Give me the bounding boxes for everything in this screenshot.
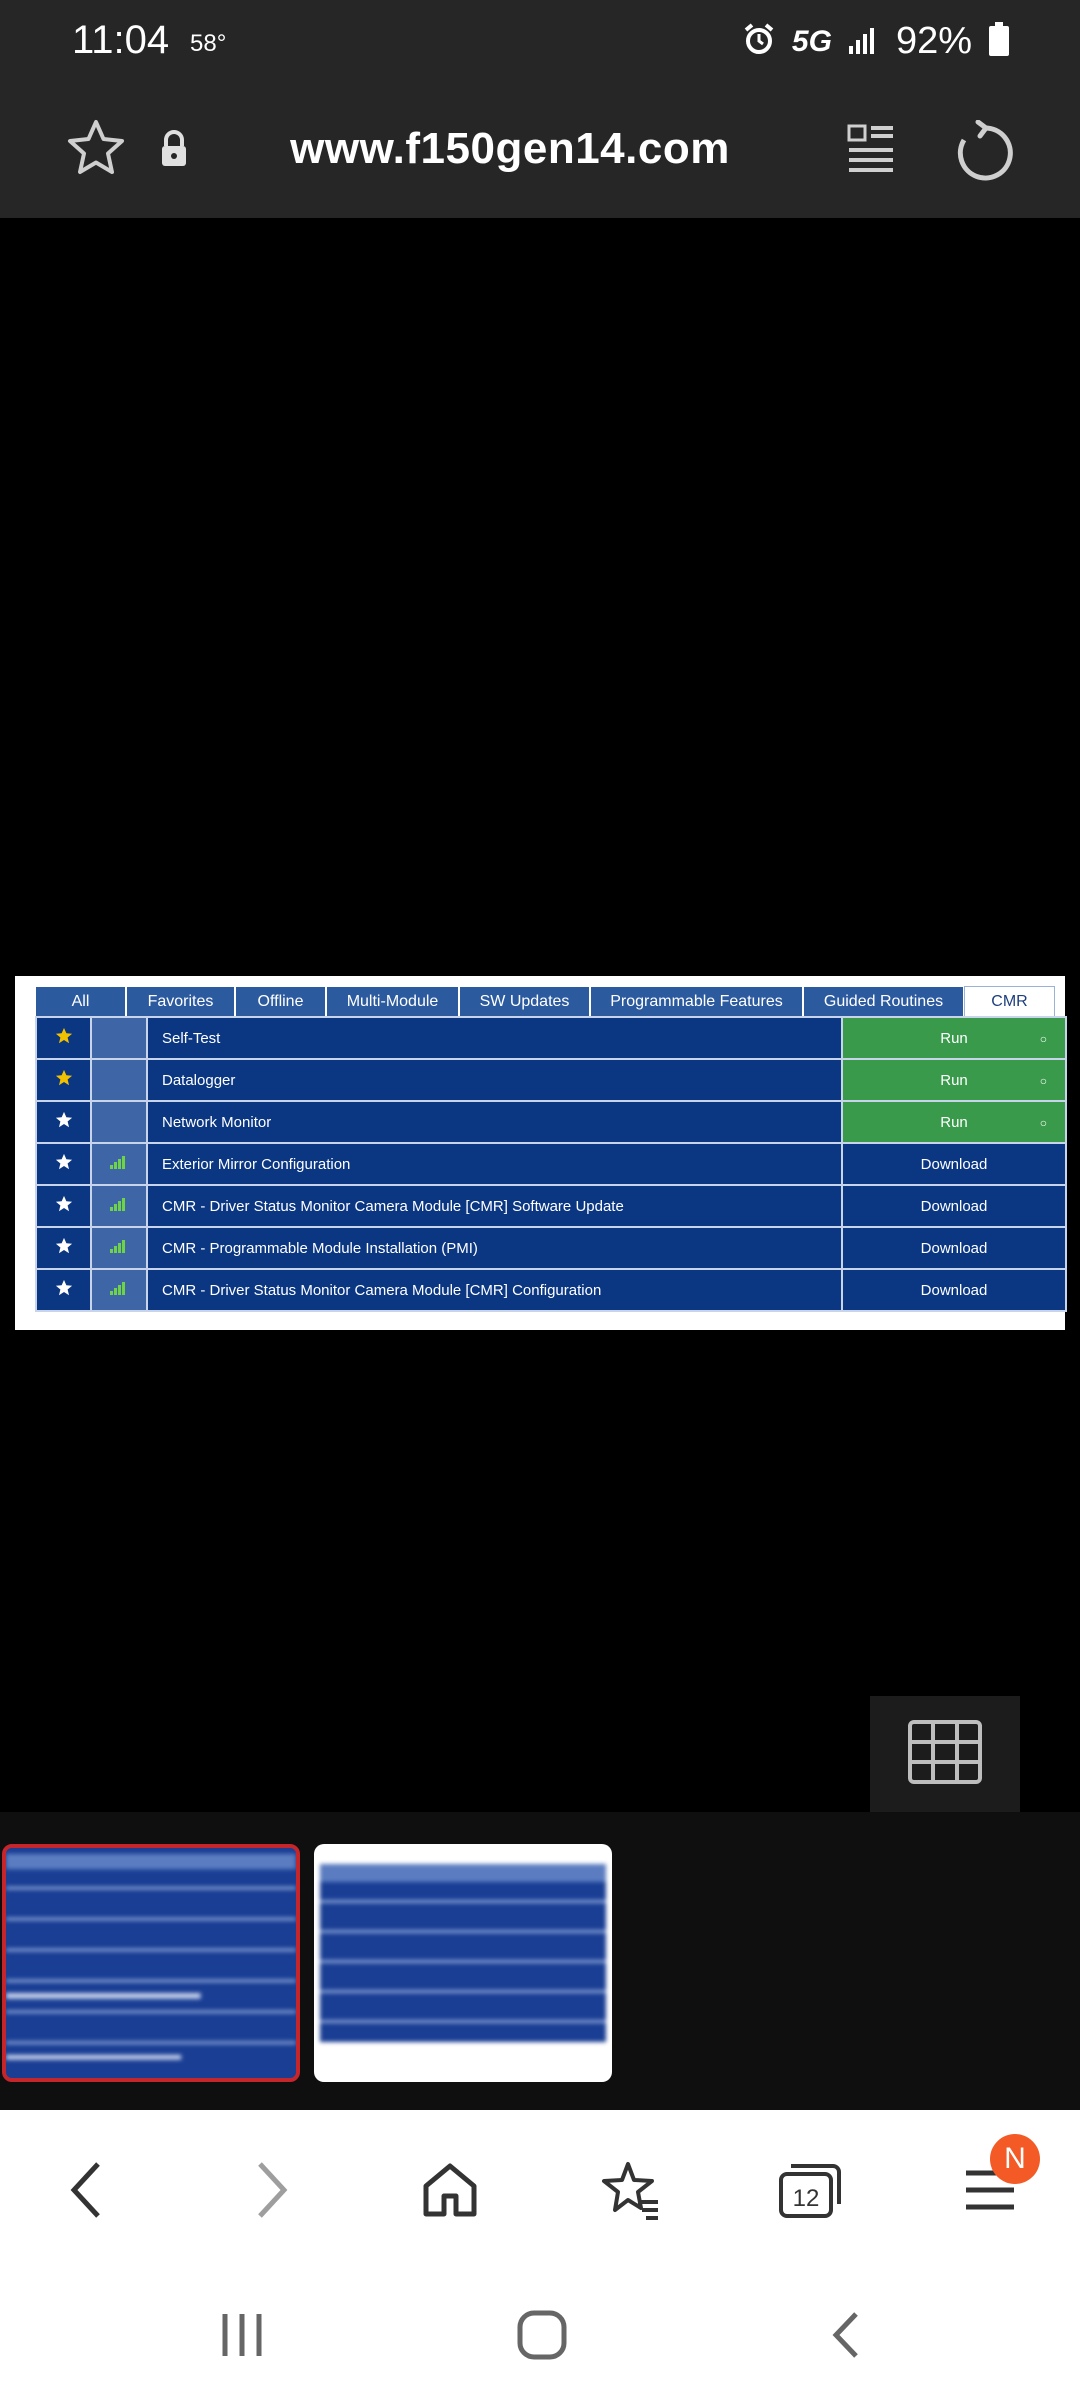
signal-bars-icon <box>91 1269 147 1311</box>
table-row[interactable] <box>36 1143 1066 1185</box>
system-back-icon <box>826 2308 866 2362</box>
reader-mode-icon[interactable] <box>846 122 896 181</box>
status-dot-icon: ○ <box>1039 1074 1047 1088</box>
table-row[interactable] <box>36 1227 1066 1269</box>
table-row[interactable] <box>36 1101 1066 1143</box>
status-dot-icon: ○ <box>1039 1116 1047 1130</box>
image-thumbnail-strip <box>0 1812 1080 2110</box>
recent-apps-icon <box>217 2310 267 2360</box>
download-button[interactable]: Download <box>842 1269 1066 1311</box>
table-row[interactable] <box>36 1269 1066 1311</box>
back-button[interactable] <box>46 2150 126 2230</box>
tab-row <box>25 984 1055 1016</box>
signal-cell <box>91 1101 147 1143</box>
status-right-group <box>742 20 1010 63</box>
battery-percent: 92% <box>895 20 972 62</box>
tab-cmr[interactable]: CMR <box>964 986 1055 1016</box>
tabs-button[interactable] <box>770 2150 850 2230</box>
table-row[interactable] <box>36 1059 1066 1101</box>
thumbnail-preview <box>6 1848 296 2078</box>
forward-arrow-icon <box>252 2160 292 2220</box>
reload-icon[interactable] <box>950 120 1016 191</box>
bookmarks-star-icon <box>598 2158 662 2222</box>
routine-name[interactable]: CMR - Programmable Module Installation (PMI) <box>147 1227 842 1269</box>
alarm-icon <box>742 22 776 61</box>
diagnostic-screenshot <box>15 976 1065 1330</box>
signal-bars-icon <box>91 1143 147 1185</box>
status-bar <box>0 0 1080 90</box>
bookmark-star-icon[interactable] <box>64 116 128 185</box>
tab-all[interactable]: All <box>35 986 126 1016</box>
home-icon <box>420 2160 480 2220</box>
routine-name[interactable]: Self-Test <box>147 1017 842 1059</box>
lock-icon[interactable] <box>158 128 190 173</box>
run-label: Run <box>940 1113 968 1131</box>
status-dot-icon: ○ <box>1039 1032 1047 1046</box>
run-button[interactable] <box>842 1017 1066 1059</box>
address-bar <box>0 90 1080 218</box>
browser-bottom-nav <box>0 2110 1080 2260</box>
routines-table <box>35 1016 1067 1312</box>
tab-programmable-features[interactable]: Programmable Features <box>590 986 803 1016</box>
signal-cell <box>91 1017 147 1059</box>
tab-multi-module[interactable]: Multi-Module <box>326 986 459 1016</box>
thumbnail-preview <box>320 1864 606 2042</box>
tabs-icon <box>777 2160 843 2220</box>
run-label: Run <box>940 1029 968 1047</box>
system-nav-bar <box>0 2260 1080 2400</box>
favorite-star-icon[interactable] <box>36 1059 91 1101</box>
favorite-star-icon[interactable] <box>36 1017 91 1059</box>
tab-favorites[interactable]: Favorites <box>126 986 235 1016</box>
grid-view-button[interactable] <box>870 1696 1020 1812</box>
system-home-button[interactable] <box>502 2300 582 2370</box>
star-icon[interactable] <box>36 1185 91 1227</box>
star-icon[interactable] <box>36 1269 91 1311</box>
system-home-icon <box>515 2308 569 2362</box>
routine-name[interactable]: Datalogger <box>147 1059 842 1101</box>
status-temperature: 58° <box>190 30 227 57</box>
status-time: 11:04 <box>72 18 170 62</box>
signal-icon <box>848 24 880 59</box>
system-back-button[interactable] <box>806 2300 886 2370</box>
table-row[interactable] <box>36 1185 1066 1227</box>
battery-icon <box>988 22 1010 61</box>
tab-sw-updates[interactable]: SW Updates <box>459 986 590 1016</box>
image-thumbnail-selected[interactable] <box>2 1844 300 2082</box>
run-label: Run <box>940 1071 968 1089</box>
routine-name[interactable]: CMR - Driver Status Monitor Camera Module [CMR] Configuration <box>147 1269 842 1311</box>
routine-name[interactable]: Network Monitor <box>147 1101 842 1143</box>
download-button[interactable]: Download <box>842 1227 1066 1269</box>
star-icon[interactable] <box>36 1101 91 1143</box>
run-button[interactable] <box>842 1101 1066 1143</box>
home-button[interactable] <box>410 2150 490 2230</box>
tab-guided-routines[interactable]: Guided Routines <box>803 986 964 1016</box>
star-icon[interactable] <box>36 1143 91 1185</box>
download-button[interactable]: Download <box>842 1143 1066 1185</box>
tab-count: 12 <box>792 2185 820 2212</box>
back-arrow-icon <box>66 2160 106 2220</box>
run-button[interactable] <box>842 1059 1066 1101</box>
url-field[interactable]: www.f150gen14.com <box>290 124 730 173</box>
signal-bars-icon <box>91 1185 147 1227</box>
notification-badge: N <box>990 2134 1040 2184</box>
routine-name[interactable]: CMR - Driver Status Monitor Camera Module [CMR] Software Update <box>147 1185 842 1227</box>
tab-offline[interactable]: Offline <box>235 986 326 1016</box>
network-type: 5G <box>791 24 832 58</box>
recent-apps-button[interactable] <box>202 2300 282 2370</box>
signal-cell <box>91 1059 147 1101</box>
routine-name[interactable]: Exterior Mirror Configuration <box>147 1143 842 1185</box>
download-button[interactable]: Download <box>842 1185 1066 1227</box>
menu-button[interactable] <box>950 2142 1030 2230</box>
image-thumbnail[interactable] <box>314 1844 612 2082</box>
grid-icon <box>908 1720 982 1789</box>
forward-button[interactable] <box>232 2150 312 2230</box>
signal-bars-icon <box>91 1227 147 1269</box>
bookmarks-button[interactable] <box>590 2150 670 2230</box>
table-row[interactable] <box>36 1017 1066 1059</box>
star-icon[interactable] <box>36 1227 91 1269</box>
